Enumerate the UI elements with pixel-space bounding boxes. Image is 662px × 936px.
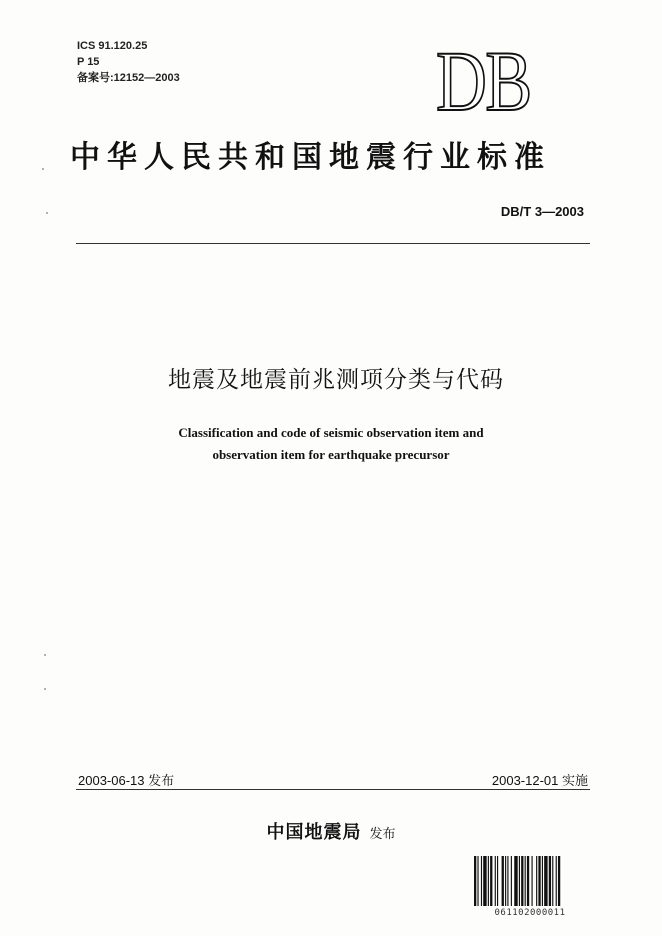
effective-date: 2003-12-01 实施 [491,773,588,788]
db-logo: DB [436,33,531,129]
title-en-line-1: Classification and code of seismic observation item and [178,425,484,440]
scan-speck [42,168,44,170]
p-code: P 15 [77,56,100,68]
record-number: 备案号:12152—2003 [77,72,180,84]
classification-codes [77,38,180,86]
document-title-cn: 地震及地震前兆测项分类与代码 [168,367,504,393]
title-en-line-2: observation item for earthquake precursor [212,447,450,462]
scan-speck [44,654,46,656]
standard-category-title: 中华人民共和国地震行业标准 [70,140,551,175]
issuer-verb: 发布 [369,827,396,842]
barcode-number: 061102000011 [494,908,566,918]
issue-date: 2003-06-13 发布 [78,773,175,788]
scan-speck [44,688,46,690]
scan-speck [46,212,48,214]
document-title-en [0,422,662,466]
issuer-line [0,818,662,844]
standard-number: DB/T 3—2003 [500,204,584,219]
bottom-divider [76,789,590,790]
ics-code: ICS 91.120.25 [77,40,148,52]
top-divider [76,243,590,244]
issuer-name: 中国地震局 [266,822,362,843]
barcode-icon [473,856,587,908]
